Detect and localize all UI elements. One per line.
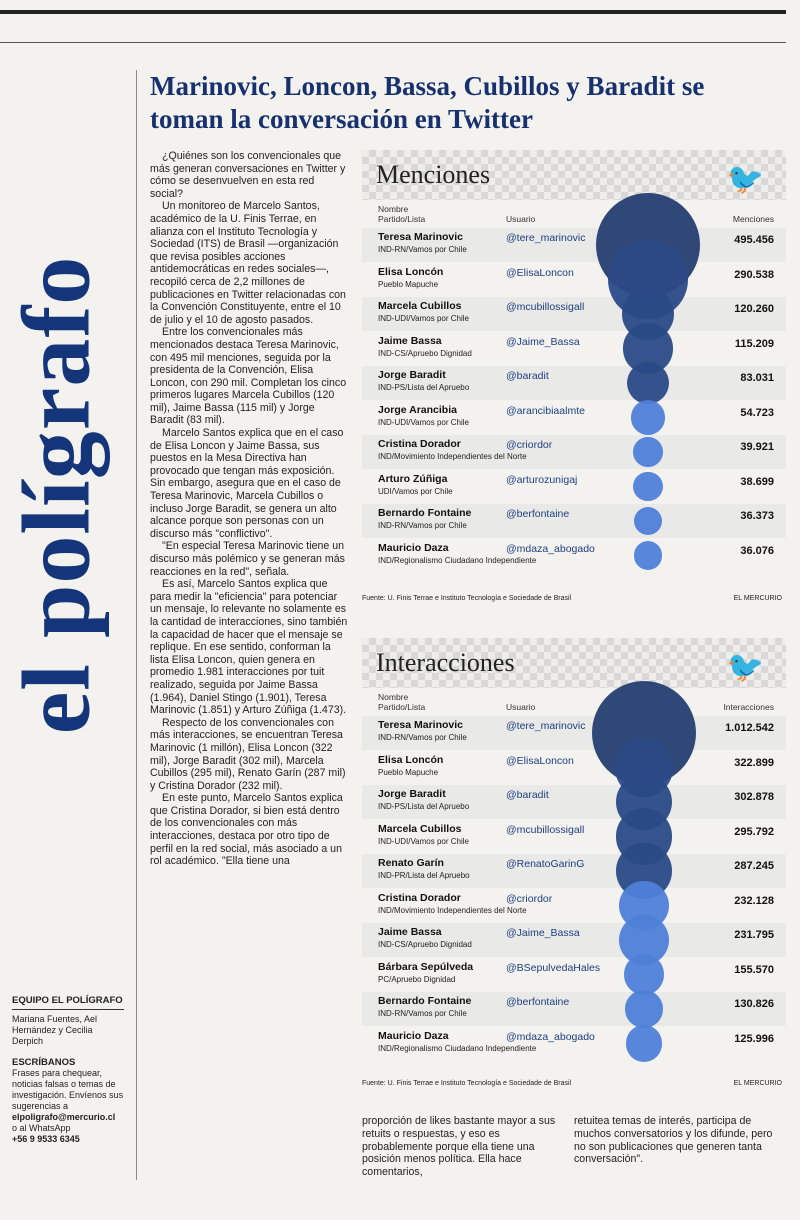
column-header: Partido/Lista	[378, 702, 426, 712]
body-paragraph: En este punto, Marcelo Santos explica que Cristina Dorador, si bien está dentro de los convencionales con más interacciones, destaca por otro tipo de perfil en la red social, más asociado a un rol académico. "Ella tiene una	[150, 792, 343, 868]
member-username[interactable]: @berfontaine	[506, 508, 570, 520]
member-value: 115.209	[734, 337, 774, 350]
source-text: Fuente: U. Finis Terrae e Instituto Tecnología e Sociedade de Brasil	[362, 1080, 572, 1087]
team-names: Mariana Fuentes, Ael Hernández y Cecilia Derpich	[12, 1014, 98, 1046]
table-row	[362, 263, 786, 297]
member-username[interactable]: @arturozunigaj	[506, 473, 578, 486]
phone-number: +56 9 9533 6345	[12, 1134, 80, 1144]
body-paragraph: Respecto de los convencionales con más interacciones, se encuentran Teresa Marinovic (1 millón), Elisa Loncon (322 mil), Jorge Baradit (302 mil), Marcela Cubillos (295 mil), Renato Garín (287 mil) y Cristina Dorador (232 mil).	[150, 716, 346, 792]
member-party: IND/Regionalismo Ciudadano Independiente	[378, 555, 537, 565]
article-body	[150, 150, 350, 868]
member-value: 232.128	[734, 894, 774, 907]
member-value: 125.996	[734, 1032, 774, 1045]
member-username[interactable]: @arancibiaalmte	[506, 404, 585, 417]
member-username[interactable]: @mdaza_abogado	[506, 542, 595, 555]
body-paragraph: Marcelo Santos explica que en el caso de Elisa Loncon y Jaime Bassa, sus puestos en la Mesa Directiva han provocado que tengan más exposición. Sin embargo, asegura que en el caso de Teresa Marinovic, Marcela Cubillos o incluso Jorge Baradit, se genera un alto alcance porque son personas con un discurso más "conflictivo".	[150, 427, 344, 540]
table-row	[362, 297, 786, 331]
member-username[interactable]: @mdaza_abogado	[506, 1030, 595, 1043]
member-name: Jorge Arancibia	[378, 403, 457, 416]
member-party: IND/Movimiento Independientes del Norte	[378, 905, 527, 915]
member-party: IND/Regionalismo Ciudadano Independiente	[378, 1043, 537, 1053]
table-row	[362, 785, 786, 819]
member-username[interactable]: @baradit	[506, 370, 549, 382]
write-text: Frases para chequear, noticias falsas o temas de investigación. Envíenos sus sugerencias a	[12, 1068, 124, 1111]
member-party: Pueblo Mapuche	[378, 279, 439, 289]
column-header: Partido/Lista	[378, 214, 426, 224]
member-username[interactable]: @criordor	[506, 892, 553, 905]
table-row	[362, 332, 786, 366]
table-row	[362, 751, 786, 785]
member-name: Cristina Dorador	[378, 891, 461, 904]
member-value: 290.538	[734, 268, 774, 281]
body-paragraph: Es así, Marcelo Santos explica que para medir la "eficiencia" para potenciar un mensaje, lo relevante no solamente es la cantidad de interacciones, sino también la capacidad de hacer que el mensaje se replique. En ese sentido, conforman la lista Elisa Loncon, quien genera en promedio 1.981 interacciones por tuit realizado, seguida por Jaime Bassa (1.964), Daniel Stingo (1.901), Teresa Marinovic (1.851) y Arturo Zúñiga (1.473).	[150, 578, 348, 717]
table-row	[362, 228, 786, 262]
member-value: 36.076	[740, 544, 774, 557]
top-rule	[0, 10, 786, 14]
member-username[interactable]: @Jaime_Bassa	[506, 335, 580, 348]
column-header: Interacciones	[723, 702, 774, 712]
interacciones-panel	[362, 638, 786, 1078]
member-name: Elisa Loncón	[378, 265, 444, 278]
table-row	[362, 854, 786, 888]
table-row	[362, 820, 786, 854]
member-name: Marcela Cubillos	[378, 300, 462, 312]
member-username[interactable]: @Jaime_Bassa	[506, 927, 580, 939]
panel-title: Interacciones	[376, 648, 515, 677]
panel-title: Menciones	[376, 160, 491, 189]
team-heading: EQUIPO EL POLÍGRAFO	[12, 995, 123, 1006]
column-header: Nombre	[378, 692, 409, 702]
member-name: Bernardo Fontaine	[378, 507, 472, 519]
member-value: 295.792	[734, 825, 774, 838]
headline: Marinovic, Loncon, Bassa, Cubillos y Baradit se toman la conversación en Twitter	[150, 71, 705, 134]
member-username[interactable]: @mcubillossigall	[506, 823, 585, 836]
member-party: IND-RN/Vamos por Chile	[378, 245, 467, 254]
member-username[interactable]: @tere_marinovic	[506, 232, 586, 244]
section-title: el polígrafo	[2, 255, 110, 735]
member-value: 322.899	[734, 756, 774, 769]
member-value: 120.260	[734, 303, 774, 315]
member-username[interactable]: @berfontaine	[506, 996, 570, 1008]
menciones-source	[362, 595, 782, 602]
table-row	[362, 923, 786, 957]
member-name: Jaime Bassa	[378, 334, 442, 347]
member-value: 287.245	[734, 860, 774, 872]
member-username[interactable]: @criordor	[506, 439, 553, 451]
member-value: 302.878	[734, 791, 774, 803]
member-username[interactable]: @mcubillossigall	[506, 301, 585, 313]
member-value: 495.456	[734, 234, 774, 246]
brand-text: EL MERCURIO	[733, 1080, 782, 1087]
member-party: IND-CS/Apruebo Dignidad	[378, 940, 472, 949]
twitter-bird-icon: 🐦	[726, 163, 764, 196]
member-name: Jaime Bassa	[378, 926, 442, 938]
body-paragraph: Un monitoreo de Marcelo Santos, académico de la U. Finis Terrae, en alianza con el Instituto Tecnología y Sociedad (ITS) de Brasil —organización que revisa posibles acciones antidemocráticas en redes sociales—, recopiló cerca de 2,2 millones de publicaciones en Twitter relacionadas con la Convención Constituyente, entre el 10 de julio y el 10 de agosto pasados.	[150, 200, 346, 326]
table-row	[362, 401, 786, 435]
member-value: 1.012.542	[725, 722, 774, 734]
credits-box	[12, 995, 124, 1145]
source-text: Fuente: U. Finis Terrae e Instituto Tecnología e Sociedade de Brasil	[362, 595, 572, 602]
brand-text: EL MERCURIO	[733, 595, 782, 602]
member-name: Arturo Zúñiga	[378, 472, 448, 485]
member-name: Bernardo Fontaine	[378, 995, 472, 1007]
column-header: Nombre	[378, 204, 409, 214]
member-value: 155.570	[734, 963, 774, 976]
member-value: 36.373	[740, 510, 774, 522]
email-link[interactable]: elpoligrafo@mercurio.cl	[12, 1112, 116, 1122]
interacciones-source	[362, 1080, 782, 1087]
member-party: IND-RN/Vamos por Chile	[378, 733, 467, 742]
menciones-panel	[362, 150, 786, 590]
table-row	[362, 992, 786, 1026]
member-name: Mauricio Daza	[378, 1029, 449, 1042]
member-name: Renato Garín	[378, 857, 444, 869]
member-value: 231.795	[734, 929, 774, 941]
member-value: 38.699	[740, 475, 774, 488]
member-name: Cristina Dorador	[378, 438, 461, 450]
member-party: IND-UDI/Vamos por Chile	[378, 314, 469, 323]
body-paragraph: ¿Quiénes son los convencionales que más generan conversaciones en Twitter y cómo se desenvuelven en esta red social?	[150, 150, 346, 200]
table-row	[362, 716, 786, 750]
table-row	[362, 470, 786, 504]
member-party: IND-RN/Vamos por Chile	[378, 521, 467, 530]
member-name: Mauricio Daza	[378, 541, 449, 554]
member-party: PC/Apruebo Dignidad	[378, 974, 456, 984]
member-name: Marcela Cubillos	[378, 822, 462, 835]
member-value: 83.031	[740, 372, 774, 384]
credits-rule	[12, 1009, 124, 1010]
member-username[interactable]: @ElisaLoncon	[506, 754, 574, 767]
member-name: Jorge Baradit	[378, 788, 446, 800]
table-row	[362, 435, 786, 469]
section-title-block	[0, 75, 114, 920]
column-header: Menciones	[732, 214, 774, 224]
member-party: IND-PS/Lista del Apruebo	[378, 383, 470, 392]
table-row	[362, 539, 786, 573]
member-party: IND/Movimiento Independientes del Norte	[378, 452, 527, 461]
member-party: IND-RN/Vamos por Chile	[378, 1009, 467, 1018]
member-username[interactable]: @BSepulvedaHales	[506, 961, 601, 974]
column-divider	[136, 70, 137, 1180]
member-name: Teresa Marinovic	[378, 231, 464, 243]
article-body-col3: retuitea temas de interés, participa de muchos conversatorios y los difunde, pero no son publicaciones que generen tanta conversación".	[574, 1115, 773, 1166]
member-party: UDI/Vamos por Chile	[378, 486, 453, 496]
member-party: IND-CS/Apruebo Dignidad	[378, 348, 472, 358]
member-party: IND-PS/Lista del Apruebo	[378, 802, 470, 811]
column-header: Usuario	[506, 214, 536, 224]
top-thin-rule	[0, 42, 786, 43]
body-paragraph: "En especial Teresa Marinovic tiene un discurso más polémico y se generan más reacciones en la red", señala.	[150, 540, 345, 578]
whatsapp-label: o al WhatsApp	[12, 1123, 71, 1133]
member-name: Jorge Baradit	[378, 369, 446, 381]
member-username[interactable]: @tere_marinovic	[506, 720, 586, 732]
twitter-bird-icon: 🐦	[726, 651, 764, 684]
column-header: Usuario	[506, 702, 536, 712]
member-party: IND-UDI/Vamos por Chile	[378, 417, 469, 427]
member-username[interactable]: @ElisaLoncon	[506, 266, 574, 279]
member-name: Elisa Loncón	[378, 753, 444, 766]
member-username[interactable]: @baradit	[506, 789, 549, 801]
member-username[interactable]: @RenatoGarinG	[506, 858, 585, 870]
table-row	[362, 504, 786, 538]
write-heading: ESCRÍBANOS	[12, 1057, 76, 1068]
member-name: Bárbara Sepúlveda	[378, 960, 474, 973]
body-paragraph: Entre los convencionales más mencionados destaca Teresa Marinovic, con 495 mil menciones, seguida por la presidenta de la Convención, Elisa Loncon, con 290 mil. Completan los cinco primeros lugares Marcela Cubillos (120 mil), Jaime Bassa (115 mil) y Jorge Baradit (83 mil).	[150, 326, 347, 427]
table-row	[362, 889, 786, 923]
member-name: Teresa Marinovic	[378, 719, 464, 731]
member-party: IND-PR/Lista del Apruebo	[378, 871, 470, 880]
member-value: 130.826	[734, 998, 774, 1010]
member-party: Pueblo Mapuche	[378, 767, 439, 777]
member-value: 54.723	[740, 406, 774, 419]
member-value: 39.921	[740, 441, 774, 453]
table-row	[362, 958, 786, 992]
member-party: IND-UDI/Vamos por Chile	[378, 836, 469, 846]
table-row	[362, 366, 786, 400]
table-row	[362, 1027, 786, 1061]
article-body-col2: proporción de likes bastante mayor a sus retuits o respuestas, y eso es probablemente porque ella tiene una posición menos política. Ella hace comentarios,	[362, 1115, 556, 1179]
